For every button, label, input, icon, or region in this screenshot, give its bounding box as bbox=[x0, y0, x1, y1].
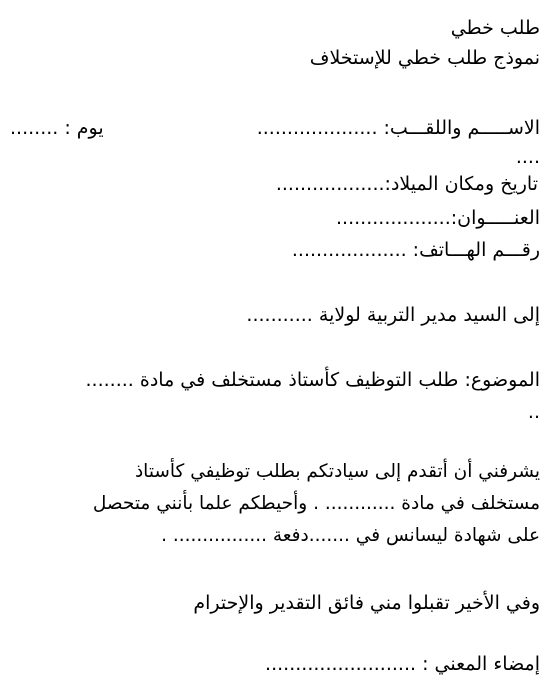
name-day-row bbox=[10, 116, 540, 140]
body-line-3: على شهادة ليسانس في .......دفعة ................ . bbox=[161, 525, 540, 546]
address-field: العنـــــوان:................... bbox=[336, 207, 540, 229]
subject-continuation: .. bbox=[527, 401, 540, 423]
body-line-1: يشرفني أن أتقدم إلى سيادتكم بطلب توظيفي كأستاذ bbox=[134, 461, 540, 482]
document-title: طلب خطي bbox=[450, 17, 540, 39]
closing-line: وفي الأخير تقبلوا مني فائق التقدير والإحترام bbox=[193, 592, 540, 614]
day-field: يوم : ........ bbox=[10, 117, 104, 139]
document-subtitle: نموذج طلب خطي للإستخلاف bbox=[309, 47, 540, 69]
subject-line: الموضوع: طلب التوظيف كأستاذ مستخلف في مادة ........ bbox=[85, 369, 540, 391]
name-field: الاســـــم واللقـــب: .................... bbox=[256, 117, 540, 139]
signature-line: إمضاء المعني : ......................... bbox=[265, 653, 540, 675]
birth-field: تاريخ ومكان الميلاد:.................. bbox=[275, 173, 538, 195]
name-continuation: .... bbox=[515, 146, 540, 168]
body-line-2: مستخلف في مادة ............ . وأحيطكم علما بأنني متحصل bbox=[92, 493, 540, 514]
recipient-line: إلى السيد مدير التربية لولاية ........... bbox=[246, 304, 540, 326]
phone-field: رقـــم الهـــاتف: ................... bbox=[291, 239, 540, 261]
